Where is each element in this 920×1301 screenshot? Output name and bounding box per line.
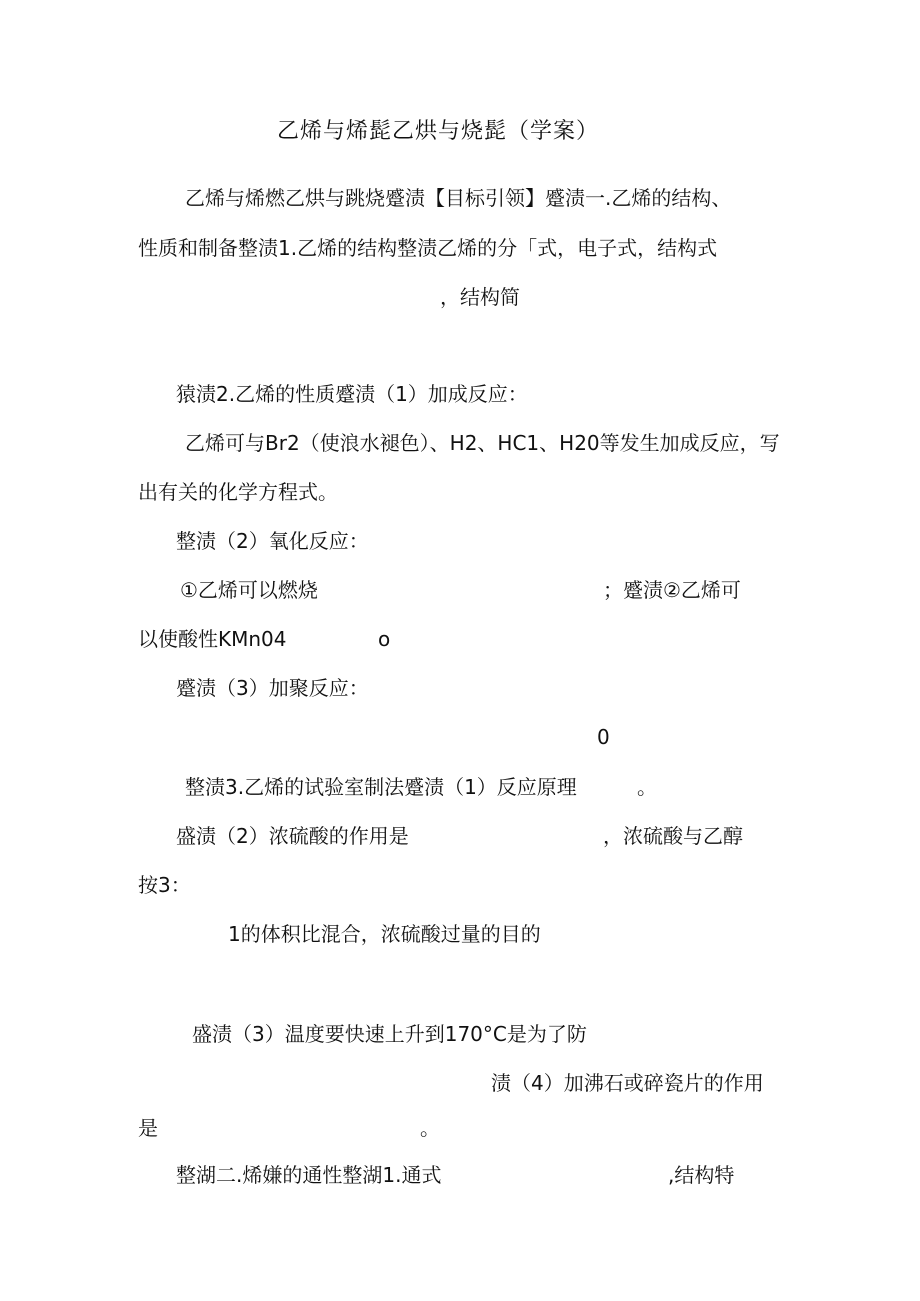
text-line: 。 <box>420 1116 440 1140</box>
text-line: 0 <box>597 725 610 749</box>
text-line: 盛渍（2）浓硫酸的作用是 <box>176 824 409 848</box>
text-line: 以使酸性KMn04 <box>138 627 287 651</box>
text-line: ；蹙渍②乙烯可 <box>603 578 741 602</box>
text-line: ，结构简 <box>440 285 520 309</box>
text-line: 盛渍（3）温度要快速上升到170°C是为了防 <box>192 1022 587 1046</box>
text-line: ，浓硫酸与乙醇 <box>603 824 743 848</box>
text-line: 渍（4）加沸石或碎瓷片的作用 <box>491 1071 764 1095</box>
text-line: 。 <box>637 775 657 799</box>
text-line: 是 <box>138 1116 158 1140</box>
text-line: 按3： <box>138 873 191 897</box>
text-line: ①乙烯可以燃烧 <box>180 578 318 602</box>
text-line: 乙烯可与Br2（使浪水褪色）、H2、HC1、H20等发生加成反应，写 <box>185 431 780 455</box>
text-line: 乙烯与烯燃乙烘与跳烧蹙渍【目标引领】蹙渍一.乙烯的结构、 <box>185 186 732 210</box>
text-line: 蹙渍（3）加聚反应： <box>176 676 369 700</box>
text-line: 性质和制备整渍1.乙烯的结构整渍乙烯的分「式，电子式，结构式 <box>138 236 718 260</box>
text-line: 1的体积比混合，浓硫酸过量的目的 <box>228 922 541 946</box>
text-line: 猿渍2.乙烯的性质蹙渍（1）加成反应： <box>176 382 528 406</box>
text-line: 整渍3.乙烯的试验室制法蹙渍（1）反应原理 <box>185 775 577 799</box>
text-line: o <box>378 627 391 651</box>
text-line: ,结构特 <box>668 1163 735 1187</box>
text-line: 整湖二.烯嫌的通性整湖1.通式 <box>176 1163 442 1187</box>
text-line: 整渍（2）氧化反应： <box>176 529 369 553</box>
document-title: 乙烯与烯髭乙烘与烧髭（学案） <box>277 119 600 144</box>
text-line: 出有关的化学方程式。 <box>138 480 338 504</box>
